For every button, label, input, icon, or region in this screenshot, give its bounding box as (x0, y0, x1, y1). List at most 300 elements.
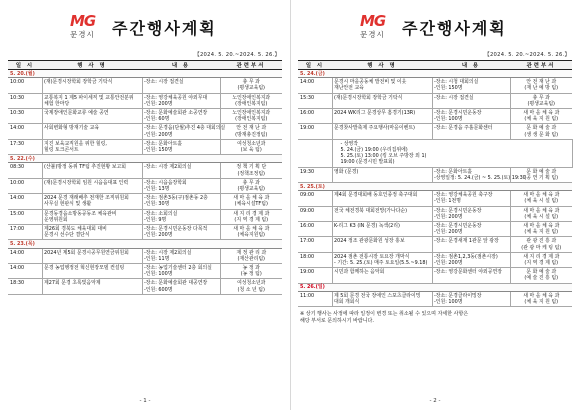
schedule-table (8, 60, 282, 295)
event-name-cell (332, 167, 432, 182)
event-detail-cell (142, 225, 220, 240)
event-name-line: 사무실 현판식 및 생활 (44, 201, 92, 208)
schedule-row (8, 124, 282, 139)
event-detail-cell (432, 268, 510, 283)
time-cell: 16:00 (298, 109, 332, 124)
schedule-row (298, 291, 572, 306)
department-line: (평생교육팀) (237, 85, 265, 92)
table-header (8, 61, 282, 70)
event-subdetail (332, 139, 572, 167)
event-detail-line: -장소: 문경클라이밍장 (434, 292, 482, 299)
event-detail-line: -인원: 200명 (144, 232, 173, 239)
page-2 (290, 0, 580, 410)
time-cell: 14:00 (8, 124, 42, 139)
event-name-line: 재난안전 교육 (334, 85, 364, 92)
department-cell (220, 279, 282, 294)
department-line: 새 마 을 체 육 과 (523, 110, 560, 117)
event-name-cell (42, 93, 142, 108)
department-line: 노인장애인복지과 (232, 110, 271, 117)
event-name-line: 2024 점촌 전통시장 토요장 개막식 (334, 253, 410, 260)
event-name-line: 2024 문경 재래배추 천재한 조직위원회 (44, 195, 129, 202)
note-line: 해당 부서로 문의하시기 바랍니다. (300, 318, 374, 325)
event-name-cell (42, 124, 142, 139)
event-detail-line: -장소: 문경읍 주흘문화센터 (434, 125, 493, 132)
column-header: 행 사 명 (332, 61, 432, 70)
schedule-row (8, 163, 282, 178)
event-name-cell (332, 268, 432, 283)
schedule-row (298, 78, 572, 93)
column-header: 행 사 명 (42, 61, 142, 70)
department-line: 관 광 진 흥 과 (526, 238, 557, 245)
time-cell: 14:00 (8, 264, 42, 279)
event-name-line: 사회변화형 방재기술 교육 (44, 125, 100, 132)
day-row (298, 183, 572, 191)
event-detail-cell (142, 194, 220, 209)
column-header: 일 시 (298, 61, 332, 70)
event-name-line: 제26회 경북도 체육대회 대비 (44, 226, 107, 233)
event-name-cell (332, 93, 432, 108)
department-cell (510, 237, 572, 252)
department-line: 새 마 을 체 육 과 (523, 223, 560, 230)
column-header: 내 용 (432, 61, 510, 70)
event-name-line: 2024 정조 관광문화원 성장 홍보 (334, 238, 405, 245)
schedule-period: 【2024. 5. 20.~2024. 5. 26.】 (484, 52, 570, 58)
event-detail-line: -장소: 시읍읍장학회 (144, 179, 187, 186)
department-line: (농 정 팀) (240, 271, 262, 278)
schedule-row (8, 139, 282, 154)
page-title: 주간행사계획 (402, 19, 507, 38)
event-name-line: (산불)방정 동위 TF팀 추진현황 보고회 (44, 164, 126, 171)
time-cell: 11:00 (298, 291, 332, 306)
day-label: 5. 24.(금) (298, 70, 572, 78)
department-line: 문 화 예 술 과 (526, 269, 557, 276)
schedule-row (8, 178, 282, 193)
event-detail-cell (432, 124, 510, 139)
event-name-line: 문경시 선수단 결단식 (44, 232, 90, 239)
event-detail-line: -인원: 200명 (144, 100, 173, 107)
day-label: 5. 23.(목) (8, 240, 282, 248)
event-name-cell (42, 78, 142, 93)
schedule-row (298, 252, 572, 267)
event-name-cell (42, 194, 142, 209)
event-detail-cell (142, 248, 220, 263)
department-line: (예 술 진 흥 팀) (524, 275, 559, 282)
event-detail-line: -인원: 150명 (144, 147, 173, 154)
department-line: 문 화 예 술 과 (526, 125, 557, 132)
event-detail-line: -장소: 시장 접견실 (434, 94, 474, 101)
department-cell (220, 178, 282, 193)
event-detail-cell (142, 279, 220, 294)
department-line: (지 역 경 제 팀) (234, 216, 269, 223)
department-line: (체육지원팀) (237, 232, 265, 239)
schedule-row (298, 237, 572, 252)
event-detail-line: -장소: 문경시민운동장 (434, 223, 482, 230)
schedule-row (298, 167, 572, 182)
department-line: 문 화 예 술 과 (526, 168, 557, 175)
subdetail-line: 5. 25.(토) 13:00 (킹 오브 주방장 외 1) (340, 153, 427, 160)
event-name-line: 대회 개회식 (334, 299, 360, 306)
time-cell: 17:00 (8, 225, 42, 240)
table-body (8, 70, 282, 295)
day-row (298, 283, 572, 291)
department-cell (510, 124, 572, 139)
event-detail-line: -장소: 소회의실 (144, 210, 178, 217)
time-cell: 09:00 (298, 206, 332, 221)
event-detail-cell (432, 237, 510, 252)
event-detail-cell (142, 209, 220, 224)
schedule-row (298, 206, 572, 221)
column-header: 내 용 (142, 61, 220, 70)
department-cell (510, 109, 572, 124)
event-detail-cell (432, 252, 510, 267)
department-line: (체 육 시 설 팀) (524, 198, 559, 205)
event-detail-cell (432, 222, 510, 237)
event-detail-line: -인원: 600명 (144, 286, 173, 293)
time-cell: 09:00 (298, 191, 332, 206)
page-number: - 2 - (429, 398, 441, 404)
event-detail-line: -인원: 60명 (144, 116, 170, 123)
page-number: - 1 - (139, 398, 151, 404)
department-line: (청 소 년 팀) (237, 286, 265, 293)
page-title: 주간행사계획 (112, 19, 217, 38)
schedule-row (8, 264, 282, 279)
event-detail-cell (142, 178, 220, 193)
event-name-line: 제 5회 문경 전국 장애인 스포츠클라이밍 (334, 292, 421, 299)
department-line: (장애인복지팀) (235, 116, 268, 123)
schedule-row (298, 268, 572, 283)
department-cell (220, 264, 282, 279)
department-cell (510, 252, 572, 267)
event-detail-line: -장소: 점촌1,2,3동(점촌시장) (434, 253, 498, 260)
event-name-line: (재)문경시장학회 장학금 기탁식 (44, 79, 113, 86)
time-cell: 10:30 (8, 109, 42, 124)
department-line: (체 육 시 설 팀) (524, 213, 559, 220)
time-cell: 15:30 (298, 93, 332, 108)
time-cell: 15:00 (8, 209, 42, 224)
department-line: 새 지 리 경 제 과 (233, 210, 270, 217)
event-detail-line: -장소: 문경시민운동장 (434, 207, 482, 214)
time-cell: 14:00 (8, 194, 42, 209)
event-name-cell (332, 291, 432, 306)
event-name-line: 제4회 문경대회배 동호인종정 축구대회 (334, 192, 418, 199)
page-header (298, 8, 572, 48)
day-row (8, 240, 282, 248)
column-header: 일 시 (8, 61, 42, 70)
event-detail-cell (432, 93, 510, 108)
header-row (298, 61, 572, 70)
event-name-line: 운영위원회 (44, 216, 68, 223)
department-line: 여성청소년과 (237, 280, 266, 287)
event-name-line: - 기간: 5. 25.(토) 매주 토요일(5.5.~9.18) (334, 260, 428, 267)
schedule-row (298, 93, 572, 108)
department-line: (체 육 지 원 팀) (524, 299, 559, 306)
day-row (8, 155, 282, 163)
event-detail-cell (142, 124, 226, 139)
event-detail-line: -장소: 영강체육공원 야외무대 (144, 94, 208, 101)
time-cell: 17:00 (298, 237, 332, 252)
event-detail-line: -인원: 150명 (434, 85, 463, 92)
department-cell (220, 248, 282, 263)
note-line: ※ 상기 행사는 사정에 따라 일정이 변경 또는 취소될 수 있으며 자세한 사항은 (300, 311, 469, 318)
department-line: (평생교육팀) (237, 186, 265, 193)
event-name-line: 문경 농업행정전 혁신현장모델 컨설팅 (44, 265, 125, 272)
department-line: (방재총진정팀) (235, 131, 268, 138)
event-name-cell (332, 191, 432, 206)
header-row (8, 61, 282, 70)
day-row (298, 70, 572, 78)
sub-detail-row (298, 139, 572, 167)
department-line: 새 마 을 체 육 과 (523, 292, 560, 299)
department-line: 새 마 을 체 육 과 (233, 195, 270, 202)
day-label: 5. 20.(월) (8, 70, 282, 78)
department-cell (510, 93, 572, 108)
event-detail-line: -인원: 100명 (434, 116, 463, 123)
schedule-note (298, 311, 572, 325)
event-name-line: 2024년 제5회 문경시공무원연금위원회 (44, 249, 129, 256)
event-detail-line: -인원: 100명 (144, 271, 173, 278)
event-detail-line: -장소: 문화예술회관 대공연장 (144, 280, 208, 287)
event-detail-cell (142, 139, 220, 154)
event-name-line: 문경시 마을공동체 발전비 및 이웃 (334, 79, 407, 86)
department-line: (체 육 지 원 팀) (524, 116, 559, 123)
event-detail-line: -장소: 영강체육공원 축구장 (434, 192, 493, 199)
event-detail-line: -장소: 문경시민운동장 (434, 110, 482, 117)
department-line: (재 난 예 방 팀) (524, 85, 559, 92)
event-detail-line: -인원: 9명 (144, 216, 167, 223)
subdetail-line: 5. 24.(금) 19:00 (우리집위에) (340, 147, 408, 154)
department-cell (220, 124, 282, 139)
table-body (298, 70, 572, 307)
event-name-cell (42, 163, 142, 178)
department-cell (220, 78, 282, 93)
event-name-line: 체험 한마당 (44, 100, 70, 107)
department-line: 여성청소년과 (237, 140, 266, 147)
event-detail-line: -장소: 문경읍(단월)추진 4층 대회의실 (144, 125, 226, 132)
department-cell (220, 225, 282, 240)
event-detail-line: -인원: 30명 (144, 201, 170, 208)
event-name-cell (332, 109, 432, 124)
schedule-row (8, 194, 282, 209)
department-line: (생 생 문 화 팀) (524, 131, 559, 138)
event-detail-line: -장소: 영강문화센터 야외공연장 (434, 269, 502, 276)
event-detail-line: -장소: 시청 대회의실 (434, 79, 479, 86)
department-line: (체육시설TF팀) (234, 201, 268, 208)
event-detail-cell (142, 93, 220, 108)
event-name-cell (42, 225, 142, 240)
event-detail-line: -장소: 농업기술센터 2층 회의실 (144, 265, 212, 272)
event-name-cell (42, 178, 142, 193)
event-detail-line: -인원: 100명 (434, 299, 463, 306)
time-cell: 18:30 (8, 279, 42, 294)
event-detail-line: -장소: 문화아트홀 (434, 168, 473, 175)
event-detail-cell (432, 191, 510, 206)
event-name-line: 교통복지 1 제5 파이세직 및 교통안전분위 (44, 94, 134, 101)
logo-mark: MG (360, 12, 386, 30)
time-cell: 10:00 (8, 178, 42, 193)
department-line: 농 정 과 (242, 265, 260, 272)
event-name-line: 국제장애인문화교류 예술 공연 (44, 110, 109, 117)
department-cell (220, 93, 282, 108)
time-cell: 19:00 (298, 124, 332, 139)
time-cell: 10:30 (8, 93, 42, 108)
event-name-cell (42, 139, 142, 154)
department-line: 안 전 재 난 과 (526, 79, 557, 86)
day-label: 5. 25.(토) (298, 183, 572, 191)
event-name-cell (42, 109, 142, 124)
city-logo (70, 14, 104, 44)
event-detail-line: -장소: 시장 제2회의실 (144, 164, 192, 171)
time-cell: 18:00 (298, 252, 332, 267)
event-name-line: 문경동경읍소방동공동조 체육관비 (44, 210, 117, 217)
schedule-row (8, 78, 282, 93)
event-detail-line: -인원: 200명 (434, 213, 463, 220)
event-detail-cell (432, 109, 510, 124)
department-line: (보 육 팀) (240, 147, 262, 154)
event-detail-line: -인원: 200명 (434, 260, 463, 267)
schedule-row (298, 222, 572, 237)
schedule-row (298, 191, 572, 206)
event-detail-cell (142, 78, 220, 93)
event-detail-cell (432, 78, 510, 93)
event-detail-line: -장소: 점촌3동(구)점촌동 2층 (144, 195, 208, 202)
department-cell (510, 291, 572, 306)
event-name-line: 영화 (문경) (334, 168, 359, 175)
logo-city-name: 문경시 (360, 30, 385, 39)
department-cell (510, 191, 572, 206)
department-line: (정책조정팀) (237, 170, 265, 177)
time-cell: 14:00 (298, 78, 332, 93)
event-detail-cell (432, 167, 526, 182)
schedule-row (8, 248, 282, 263)
department-line: (재산관리팀) (237, 255, 265, 262)
event-name-cell (332, 206, 432, 221)
schedule-row (8, 225, 282, 240)
schedule-period: 【2024. 5. 20.~2024. 5. 26.】 (194, 52, 280, 58)
department-line: 총 무 과 (532, 94, 550, 101)
event-name-cell (332, 78, 432, 93)
department-cell (220, 163, 282, 178)
event-detail-line: -인원: 200명 (434, 229, 463, 236)
event-name-line: 문경찻사발축제 주요행사(마을이벤트) (334, 125, 415, 132)
department-cell (220, 194, 282, 209)
department-line: 재 정 관 리 과 (236, 249, 267, 256)
event-name-line: (재)문경시장학회 임원 시읍읍대표 인력 (44, 179, 129, 186)
day-label: 5. 22.(수) (8, 155, 282, 163)
time-cell: 17:30 (8, 139, 42, 154)
event-name-line: 제27회 문경 초록빛음악제 (44, 280, 101, 287)
event-name-line: 시민과 함께하는 음악회 (334, 269, 385, 276)
event-name-line: K-리그 K3 (IN 문경) 녹색(2리) (334, 223, 400, 230)
event-name-line: 2024 WK리그 문경상무 홈경기(13R) (334, 110, 416, 117)
department-line: (공 연 기 획 팀) (524, 174, 559, 181)
event-detail-cell (142, 109, 220, 124)
department-cell (510, 78, 572, 93)
logo-mark: MG (70, 12, 96, 30)
event-name-line: 전국 체전경북 대회전망(가나다순) (334, 207, 408, 214)
department-line: (관 광 마 케 팅 팀) (521, 244, 562, 251)
event-name-cell (42, 248, 142, 263)
column-header: 관련부서 (220, 61, 282, 70)
event-name-cell (332, 237, 432, 252)
event-name-cell (332, 222, 432, 237)
schedule-row (8, 93, 282, 108)
event-detail-cell (142, 163, 220, 178)
department-line: 안 전 재 난 과 (236, 125, 267, 132)
event-name-line: 지진 보육교직원을 위한 힐링, (44, 140, 107, 147)
day-label: 5. 26.(일) (298, 283, 572, 291)
time-cell: 14:00 (8, 248, 42, 263)
event-name-cell (332, 124, 432, 139)
department-line: (장애인복지팀) (235, 100, 268, 107)
department-cell (510, 222, 572, 237)
event-name-cell (332, 252, 432, 267)
time-cell (298, 139, 332, 167)
logo-city-name: 문경시 (70, 30, 95, 39)
department-cell (510, 206, 572, 221)
event-detail-cell (142, 264, 220, 279)
department-line: (지 역 경 제 팀) (524, 260, 559, 267)
department-cell (220, 109, 282, 124)
time-cell: 16:00 (298, 222, 332, 237)
event-name-line: 힐링 토크콘서트 (44, 147, 79, 154)
subdetail-line: - 상영작 (340, 140, 358, 147)
event-detail-line: -장소: 문경시민운동장 다목적 (144, 226, 208, 233)
event-detail-cell (432, 291, 510, 306)
table-header (298, 61, 572, 70)
department-cell (220, 139, 282, 154)
schedule-row (298, 124, 572, 139)
time-cell: 19:30 (298, 167, 332, 182)
department-line: 새 마 을 체 육 과 (233, 226, 270, 233)
department-cell (220, 209, 282, 224)
schedule-row (8, 209, 282, 224)
department-line: (평생교육팀) (527, 100, 555, 107)
event-detail-line: -인원: 11명 (144, 255, 170, 262)
schedule-table (298, 60, 573, 307)
page-header (8, 8, 282, 48)
column-header: 관련부서 (510, 61, 572, 70)
time-cell: 19:00 (298, 268, 332, 283)
department-line: 새 마 을 체 육 과 (523, 192, 560, 199)
department-cell (510, 268, 572, 283)
subdetail-line: 19:00 (문경시민 발표회) (340, 159, 395, 166)
event-detail-line: -장소: 문화아트홀 (144, 140, 183, 147)
department-line: (체 육 지 원 팀) (524, 229, 559, 236)
department-line: 총 무 과 (242, 79, 260, 86)
event-detail-line: -인원: 1천명 (434, 198, 461, 205)
time-cell: 10:00 (8, 78, 42, 93)
event-name-cell (42, 279, 142, 294)
event-detail-line: -장소: 문경새재 1관문 앞 광장 (434, 238, 499, 245)
event-name-line: (재)문경시장학회 장학금 기탁식 (334, 94, 403, 101)
department-line: 새 마 을 체 육 과 (523, 207, 560, 214)
event-detail-line: -인원: 200명 (144, 131, 173, 138)
event-name-cell (42, 209, 142, 224)
event-name-cell (42, 264, 142, 279)
event-detail-line: -인원: 13명 (144, 186, 170, 193)
schedule-row (8, 279, 282, 294)
event-detail-line: -장소: 문화예술회관 소공연장 (144, 110, 208, 117)
department-line: 정 책 기 획 단 (236, 164, 267, 171)
department-line: 새 지 리 경 제 과 (523, 253, 560, 260)
schedule-row (298, 109, 572, 124)
time-cell: 08:30 (8, 163, 42, 178)
day-row (8, 70, 282, 78)
schedule-row (8, 109, 282, 124)
event-detail-line: -장소: 시장 제2회의실 (144, 249, 192, 256)
event-detail-line: -장소: 시장 접견실 (144, 79, 184, 86)
department-line: 총 무 과 (242, 179, 260, 186)
